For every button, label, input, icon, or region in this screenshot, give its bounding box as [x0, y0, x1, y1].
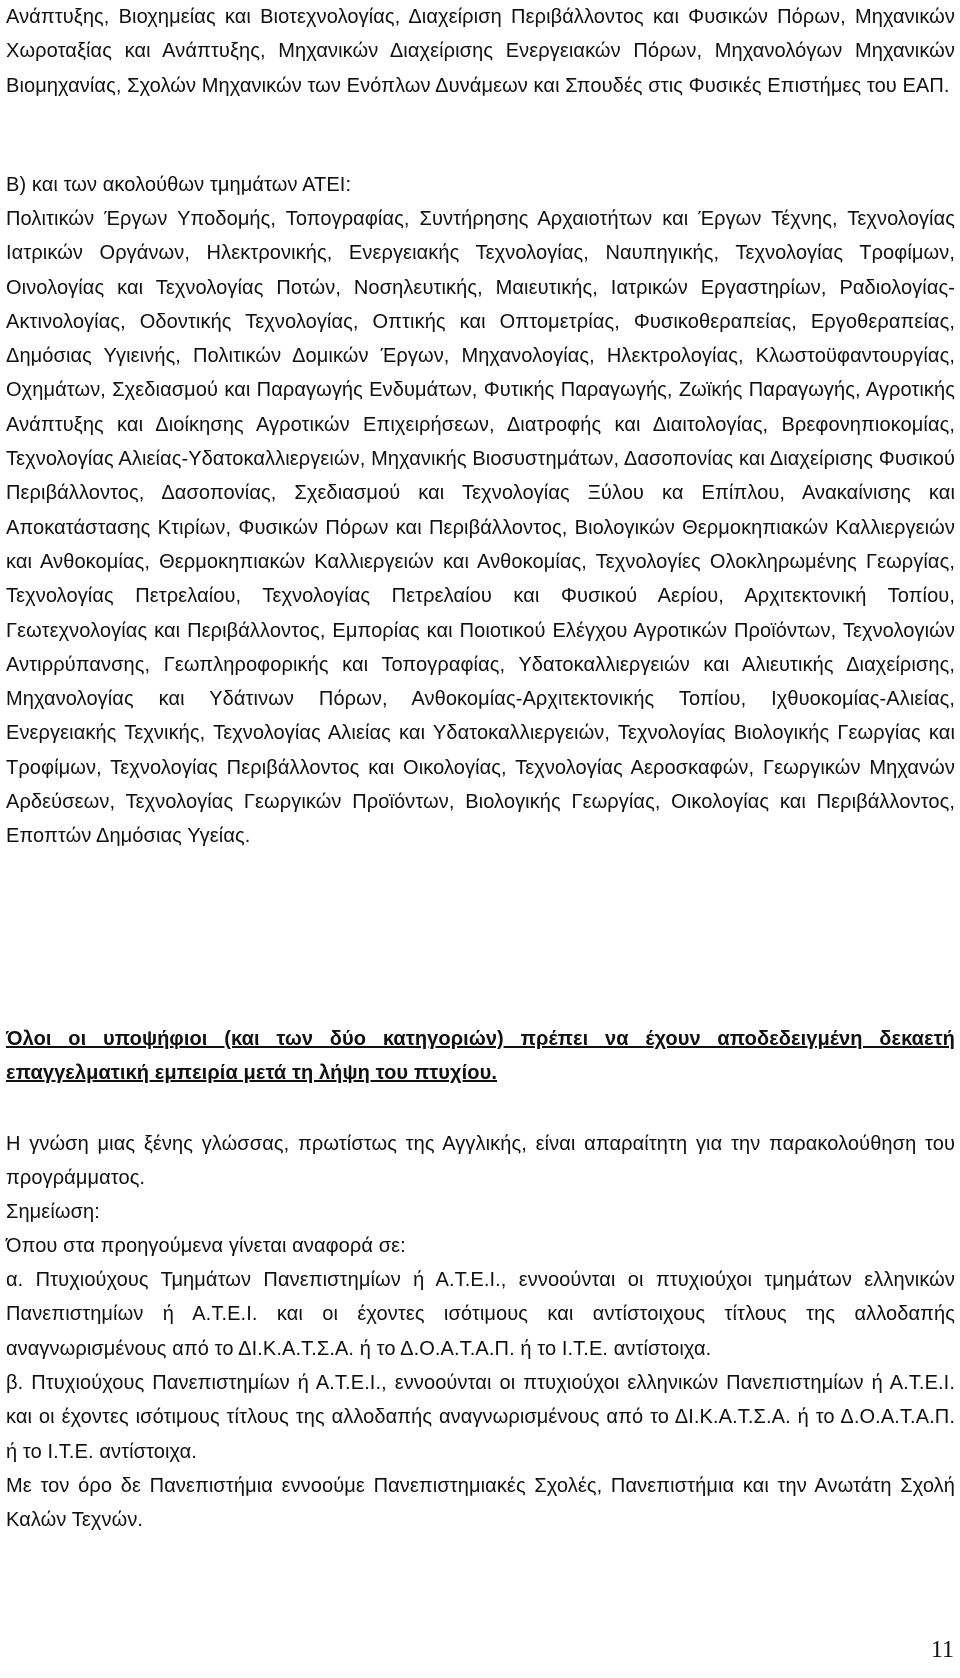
experience-requirement-notice: Όλοι οι υποψήφιοι (και των δύο κατηγοριών) πρέπει να έχουν αποδεδειγμένη δεκαετή επαγγελματική εμπειρία μετά τη λήψη του πτυχίου.: [6, 1028, 955, 1084]
note-label: Σημείωση:: [6, 1201, 100, 1223]
note-item-b: β. Πτυχιούχους Πανεπιστημίων ή Α.Τ.Ε.Ι., εννοούνται οι πτυχιούχοι ελληνικών Πανεπιστημίων ή Α.Τ.Ε.Ι. και οι έχοντες ισότιμους τίτλους της αλλοδαπής αναγνωρισμένους από το ΔΙ.Κ.Α.Τ.Σ.Α. ή το Δ.Ο.Α.Τ.Α.Π. ή το Ι.Τ.Ε. αντίστοιχα.: [6, 1372, 955, 1463]
universities-definition: Με τον όρο δε Πανεπιστήμια εννοούμε Πανεπιστημιακές Σχολές, Πανεπιστήμια και την Ανωτάτη Σχολή Καλών Τεχνών.: [6, 1475, 955, 1532]
intro-paragraph: Ανάπτυξης, Βιοχημείας και Βιοτεχνολογίας, Διαχείριση Περιβάλλοντος και Φυσικών Πόρων, Μηχανικών Χωροταξίας και Ανάπτυξης, Μηχανικών Διαχείρισης Ενεργειακών Πόρων, Μηχανολόγων Μηχανικών Βιομηχανίας, Σχολών Μηχανικών των Ενόπλων Δυνάμεων και Σπουδές στις Φυσικές Επιστήμες του ΕΑΠ.: [6, 6, 955, 97]
page-number: 11: [930, 1637, 954, 1663]
note-intro: Όπου στα προηγούμενα γίνεται αναφορά σε:: [6, 1235, 406, 1257]
section-b-departments-list: Πολιτικών Έργων Υποδομής, Τοπογραφίας, Συντήρησης Αρχαιοτήτων και Έργων Τέχνης, Τεχνολογίας Ιατρικών Οργάνων, Ηλεκτρονικής, Ενεργειακής Τεχνολογίας, Ναυπηγικής, Τεχνολογίας Τροφίμων, Οινολογίας και Τεχνολογίας Ποτών, Νοσηλευτικής, Μαιευτικής, Ιατρικών Εργαστηρίων, Ραδιολογίας-Ακτινολογίας, Οδοντικής Τεχνολογίας, Οπτικής και Οπτομετρίας, Φυσικοθεραπείας, Εργοθεραπείας, Δημόσιας Υγιεινής, Πολιτικών Δομικών Έργων, Μηχανολογίας, Ηλεκτρολογίας, Κλωστοϋφαντουργίας, Οχημάτων, Σχεδιασμού και Παραγωγής Ενδυμάτων, Φυτικής Παραγωγής, Ζωϊκής Παραγωγής, Αγροτικής Ανάπτυξης και Διοίκησης Αγροτικών Επιχειρήσεων, Διατροφής και Διαιτολογίας, Βρεφονηπιοκομίας, Τεχνολογίας Αλιείας-Υδατοκαλλιεργειών, Μηχανικής Βιοσυστημάτων, Δασοπονίας και Διαχείρισης Φυσικού Περιβάλλοντος, Δασοπονίας, Σχεδιασμού και Τεχνολογίας Ξύλου κα Επίπλου, Ανακαίνισης και Αποκατάστασης Κτιρίων, Φυσικών Πόρων και Περιβάλλοντος, Βιολογικών Θερμοκηπιακών Καλλιεργειών και Ανθοκομίας, Θερμοκηπιακών Καλλιεργειών και Ανθοκομίας, Τεχνολογίες Ολοκληρωμένης Γεωργίας, Τεχνολογίας Πετρελαίου, Τεχνολογίας Πετρελαίου και Φυσικού Αερίου, Αρχιτεκτονική Τοπίου, Γεωτεχνολογίας και Περιβάλλοντος, Εμπορίας και Ποιοτικού Ελέγχου Αγροτικών Προϊόντων, Τεχνολογιών Αντιρρύπανσης, Γεωπληροφορικής και Τοπογραφίας, Υδατοκαλλιεργειών και Αλιευτικής Διαχείρισης, Μηχανολογίας και Υδάτινων Πόρων, Ανθοκομίας-Αρχιτεκτονικής Τοπίου, Ιχθυοκομίας-Αλιείας, Ενεργειακής Τεχνικής, Τεχνολογίας Αλιείας και Υδατοκαλλιεργειών, Τεχνολογίας Βιολογικής Γεωργίας και Τροφίμων, Τεχνολογίας Περιβάλλοντος και Οικολογίας, Τεχνολογίας Αεροσκαφών, Γεωργικών Μηχανών Αρδεύσεων, Τεχνολογίας Γεωργικών Προϊόντων, Βιολογικής Γεωργίας, Οικολογίας και Περιβάλλοντος, Εποπτών Δημόσιας Υγείας.: [6, 208, 955, 848]
note-item-a: α. Πτυχιούχους Τμημάτων Πανεπιστημίων ή Α.Τ.Ε.Ι., εννοούνται οι πτυχιούχοι τμημάτων ελληνικών Πανεπιστημίων ή Α.Τ.Ε.Ι. και οι έχοντες ισότιμους και αντίστοιχους τίτλους της αλλοδαπής αναγνωρισμένους από το ΔΙ.Κ.Α.Τ.Σ.Α. ή το Δ.Ο.Α.Τ.Α.Π. ή το Ι.Τ.Ε. αντίστοιχα.: [6, 1269, 955, 1360]
section-b-heading: Β) και των ακολούθων τμημάτων ΑΤΕΙ:: [6, 174, 352, 196]
language-requirement-paragraph: Η γνώση μιας ξένης γλώσσας, πρωτίστως της Αγγλικής, είναι απαραίτητη για την παρακολούθηση του προγράμματος.: [6, 1133, 955, 1190]
